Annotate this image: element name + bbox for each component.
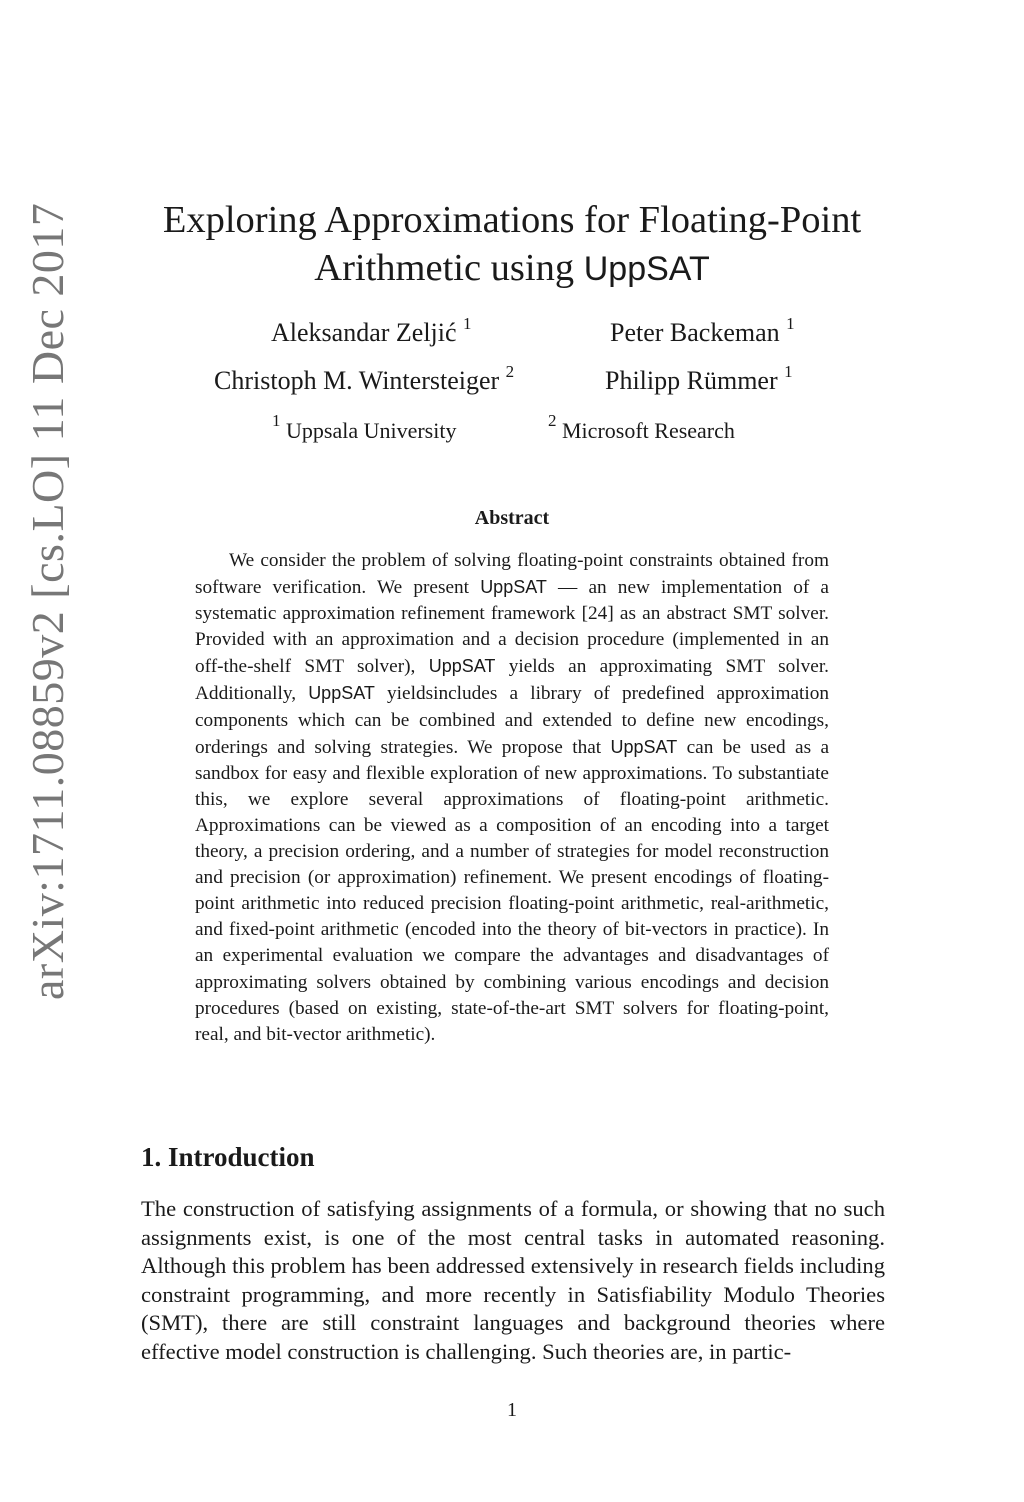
- abstract-text-part: yieldsincludes a library of predefined approximation components which can be combined and extended to define new encodings, orderings and solving strategies. We propose that: [195, 683, 829, 758]
- author-affiliation-mark: 1: [784, 362, 793, 381]
- abstract-tool-name: UppSAT: [610, 736, 678, 757]
- affiliation-name: Microsoft Research: [562, 418, 735, 443]
- title-line-1: Exploring Approximations for Floating-Point: [162, 199, 862, 241]
- abstract-body: [195, 548, 829, 1048]
- author-zeljic: [271, 314, 472, 352]
- paper-title: [0, 196, 1024, 293]
- author-name: Aleksandar Zeljić: [271, 318, 457, 347]
- author-name: Christoph M. Wintersteiger: [214, 366, 500, 395]
- affiliation-uppsala: [272, 411, 457, 448]
- affiliation-name: Uppsala University: [286, 418, 457, 443]
- author-affiliation-mark: 1: [786, 314, 795, 333]
- abstract-text-part: We consider the problem of solving floating-point constraints obtained from software verification. We present: [195, 550, 829, 599]
- title-tool-name: UppSAT: [583, 250, 710, 288]
- arxiv-identifier-stamp: arXiv:1711.08859v2 [cs.LO] 11 Dec 2017: [22, 202, 73, 1000]
- abstract-tool-name: UppSAT: [308, 683, 375, 704]
- author-rummer: [605, 362, 793, 400]
- abstract-tool-name: UppSAT: [480, 577, 547, 598]
- affiliation-microsoft: [548, 411, 735, 448]
- affiliation-number: 2: [548, 411, 557, 430]
- abstract-text-part: — an new implementation of a systematic approximation refinement framework [24] as an abstract SMT solver. Provided with an approximation and a decision procedure (implemented in an off-the-shelf SMT solver),: [195, 577, 829, 678]
- affiliation-number: 1: [272, 411, 281, 430]
- section-heading-introduction: 1. Introduction: [141, 1142, 315, 1172]
- author-name: Philipp Rümmer: [605, 366, 778, 395]
- abstract-tool-name: UppSAT: [428, 656, 496, 677]
- introduction-body: The construction of satisfying assignments of a formula, or showing that no such assignments exist, is one of the most central tasks in automated reasoning. Although this problem has been addressed extensively in research fields including constraint programming, and more recently in Satisfiability Modulo Theories (SMT), there are still constraint languages and background theories where effective model construction is challenging. Such theories are, in partic-: [141, 1196, 885, 1364]
- page-number: 1: [507, 1399, 517, 1421]
- abstract-heading: Abstract: [474, 507, 550, 529]
- author-wintersteiger: [214, 362, 515, 400]
- author-backeman: [610, 314, 795, 352]
- author-name: Peter Backeman: [610, 318, 780, 347]
- title-line-2-prefix: Arithmetic using: [314, 247, 584, 289]
- author-affiliation-mark: 1: [463, 314, 472, 333]
- abstract-text-part: can be used as a sandbox for easy and flexible exploration of new approximations. To substantiate this, we explore several approximations of floating-point arithmetic. Approximations can be viewed as a composition of an encoding into a target theory, a precision ordering, and a number of strategies for model reconstruction and precision (or approximation) refinement. We present encodings of floating-point arithmetic into reduced precision floating-point arithmetic, real-arithmetic, and fixed-point arithmetic (encoded into the theory of bit-vectors in practice). In an experimental evaluation we compare the advantages and disadvantages of approximating solvers obtained by combining various encodings and decision procedures (based on existing, state-of-the-art SMT solvers for floating-point, real, and bit-vector arithmetic).: [195, 736, 829, 1045]
- abstract-text-part: yields an approximating SMT solver. Additionally,: [195, 656, 829, 705]
- author-affiliation-mark: 2: [505, 362, 515, 381]
